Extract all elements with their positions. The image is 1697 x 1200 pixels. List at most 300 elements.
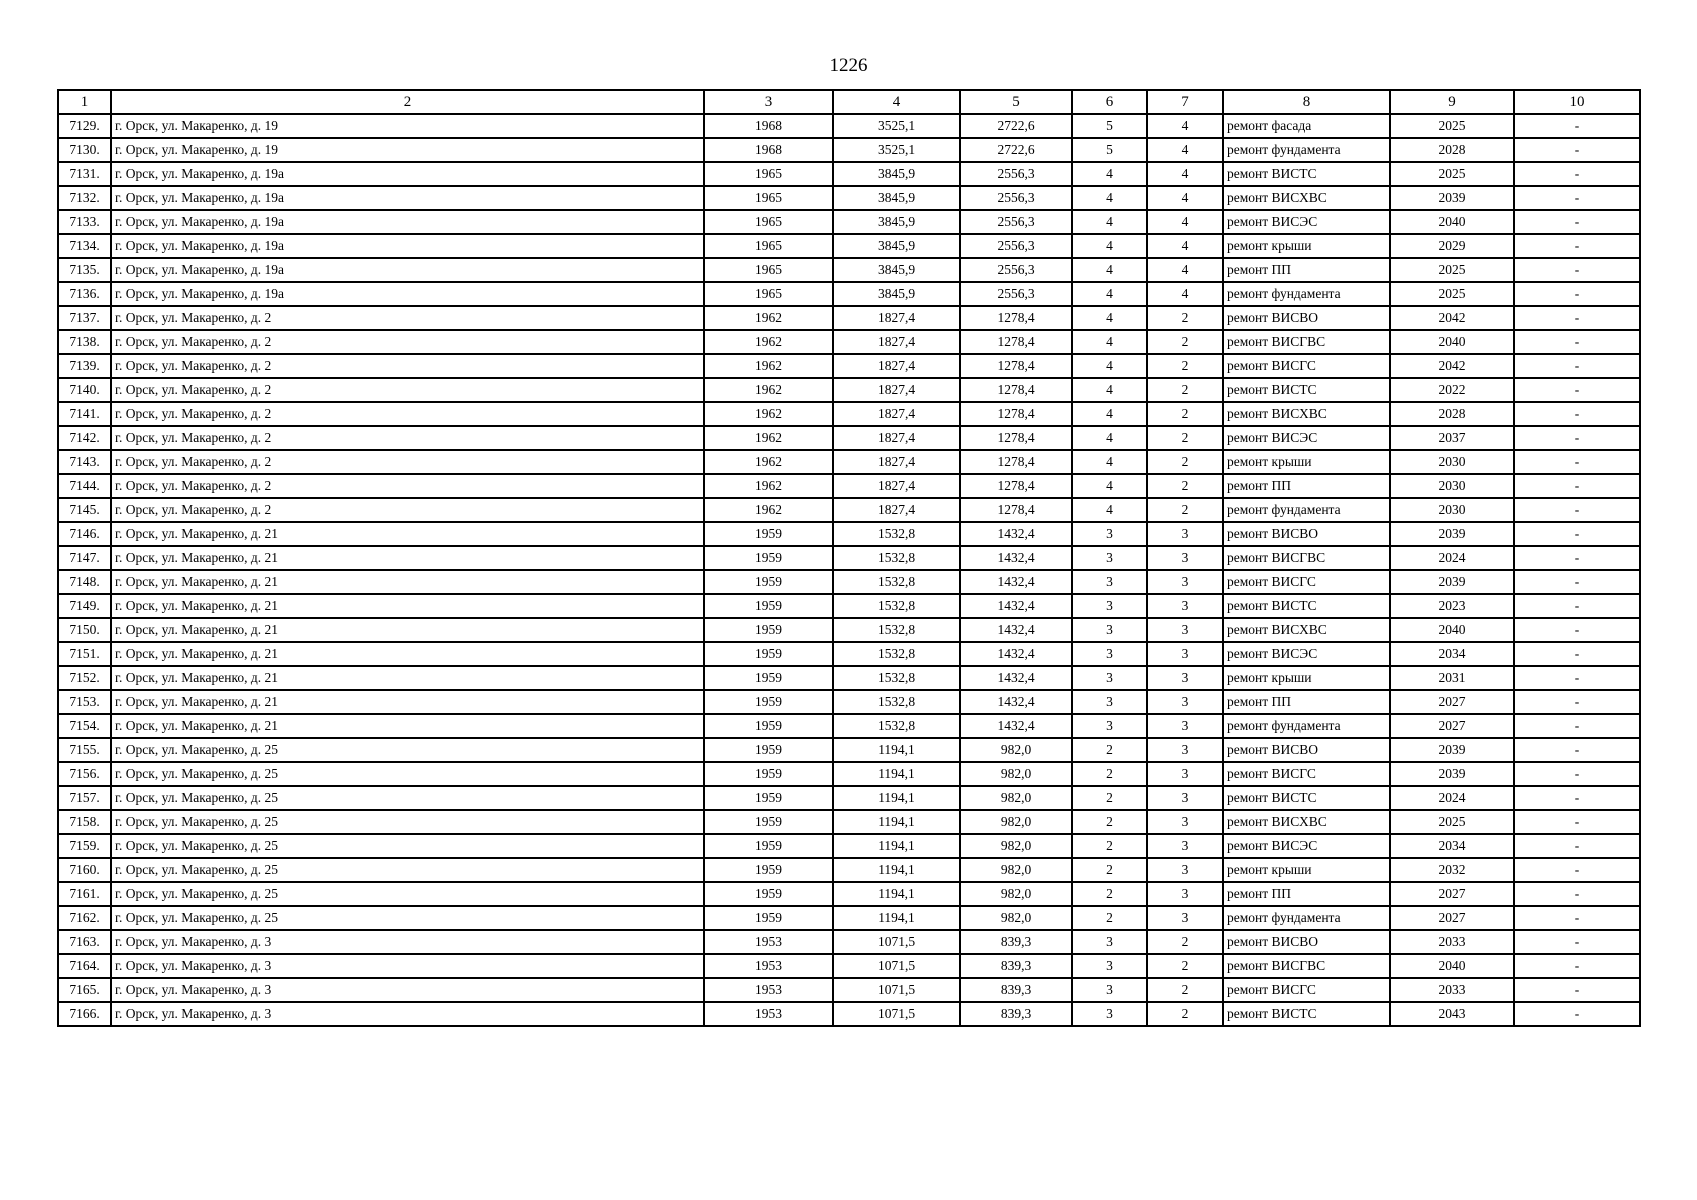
cell-row-number: 7154. [58, 714, 111, 738]
cell-total-area: 3525,1 [833, 114, 960, 138]
cell-living-area: 1278,4 [960, 402, 1072, 426]
cell-build-year: 1959 [704, 762, 833, 786]
cell-row-number: 7164. [58, 954, 111, 978]
cell-planned-year: 2024 [1390, 546, 1514, 570]
cell-living-area: 982,0 [960, 858, 1072, 882]
cell-entrances: 3 [1147, 714, 1223, 738]
cell-address: г. Орск, ул. Макаренко, д. 19 [111, 138, 704, 162]
cell-address: г. Орск, ул. Макаренко, д. 25 [111, 858, 704, 882]
cell-entrances: 2 [1147, 474, 1223, 498]
cell-row-number: 7165. [58, 978, 111, 1002]
cell-address: г. Орск, ул. Макаренко, д. 19 [111, 114, 704, 138]
cell-build-year: 1959 [704, 594, 833, 618]
cell-total-area: 1827,4 [833, 498, 960, 522]
column-header-7: 7 [1147, 90, 1223, 114]
cell-floors: 5 [1072, 138, 1147, 162]
cell-floors: 4 [1072, 306, 1147, 330]
cell-row-number: 7134. [58, 234, 111, 258]
cell-floors: 2 [1072, 786, 1147, 810]
cell-row-number: 7135. [58, 258, 111, 282]
table-row [58, 810, 1640, 834]
cell-total-area: 3845,9 [833, 234, 960, 258]
cell-planned-year: 2030 [1390, 498, 1514, 522]
cell-address: г. Орск, ул. Макаренко, д. 21 [111, 594, 704, 618]
cell-work-type: ремонт крыши [1223, 450, 1390, 474]
cell-planned-year: 2022 [1390, 378, 1514, 402]
cell-work-type: ремонт ВИСЭС [1223, 426, 1390, 450]
cell-row-number: 7132. [58, 186, 111, 210]
cell-work-type: ремонт ВИСГВС [1223, 954, 1390, 978]
table-row [58, 234, 1640, 258]
cell-total-area: 1827,4 [833, 354, 960, 378]
cell-row-number: 7141. [58, 402, 111, 426]
cell-work-type: ремонт ВИСГС [1223, 762, 1390, 786]
cell-total-area: 3845,9 [833, 186, 960, 210]
cell-planned-year: 2031 [1390, 666, 1514, 690]
cell-entrances: 3 [1147, 786, 1223, 810]
table-row [58, 642, 1640, 666]
column-header-1: 1 [58, 90, 111, 114]
cell-entrances: 3 [1147, 834, 1223, 858]
cell-note: - [1514, 234, 1640, 258]
repair-schedule-table [57, 89, 1641, 1027]
table-row [58, 114, 1640, 138]
cell-row-number: 7129. [58, 114, 111, 138]
cell-build-year: 1953 [704, 1002, 833, 1026]
table-row [58, 978, 1640, 1002]
cell-build-year: 1962 [704, 402, 833, 426]
cell-work-type: ремонт ВИСХВС [1223, 618, 1390, 642]
cell-row-number: 7166. [58, 1002, 111, 1026]
table-row [58, 354, 1640, 378]
cell-floors: 3 [1072, 570, 1147, 594]
cell-planned-year: 2027 [1390, 690, 1514, 714]
table-row [58, 186, 1640, 210]
cell-work-type: ремонт ВИСТС [1223, 162, 1390, 186]
cell-total-area: 1194,1 [833, 786, 960, 810]
cell-work-type: ремонт ВИСТС [1223, 1002, 1390, 1026]
table-row [58, 570, 1640, 594]
cell-note: - [1514, 882, 1640, 906]
cell-note: - [1514, 306, 1640, 330]
cell-planned-year: 2039 [1390, 738, 1514, 762]
table-row [58, 858, 1640, 882]
cell-note: - [1514, 570, 1640, 594]
cell-living-area: 982,0 [960, 738, 1072, 762]
cell-row-number: 7146. [58, 522, 111, 546]
cell-planned-year: 2040 [1390, 618, 1514, 642]
cell-build-year: 1965 [704, 258, 833, 282]
cell-total-area: 1827,4 [833, 426, 960, 450]
cell-floors: 3 [1072, 954, 1147, 978]
table-row [58, 738, 1640, 762]
cell-floors: 4 [1072, 210, 1147, 234]
cell-floors: 4 [1072, 402, 1147, 426]
cell-row-number: 7139. [58, 354, 111, 378]
table-row [58, 450, 1640, 474]
cell-note: - [1514, 162, 1640, 186]
table-row [58, 666, 1640, 690]
cell-planned-year: 2040 [1390, 954, 1514, 978]
cell-address: г. Орск, ул. Макаренко, д. 3 [111, 1002, 704, 1026]
cell-living-area: 982,0 [960, 762, 1072, 786]
cell-floors: 4 [1072, 162, 1147, 186]
cell-row-number: 7142. [58, 426, 111, 450]
cell-living-area: 2556,3 [960, 234, 1072, 258]
cell-entrances: 2 [1147, 450, 1223, 474]
cell-entrances: 3 [1147, 642, 1223, 666]
cell-planned-year: 2027 [1390, 714, 1514, 738]
cell-build-year: 1959 [704, 690, 833, 714]
cell-floors: 4 [1072, 498, 1147, 522]
cell-build-year: 1965 [704, 282, 833, 306]
cell-planned-year: 2033 [1390, 978, 1514, 1002]
cell-note: - [1514, 210, 1640, 234]
cell-floors: 2 [1072, 810, 1147, 834]
table-row [58, 426, 1640, 450]
cell-floors: 3 [1072, 714, 1147, 738]
cell-total-area: 1071,5 [833, 930, 960, 954]
cell-work-type: ремонт фундамента [1223, 498, 1390, 522]
column-header-9: 9 [1390, 90, 1514, 114]
cell-entrances: 2 [1147, 426, 1223, 450]
cell-row-number: 7136. [58, 282, 111, 306]
cell-row-number: 7162. [58, 906, 111, 930]
cell-address: г. Орск, ул. Макаренко, д. 3 [111, 930, 704, 954]
cell-entrances: 4 [1147, 282, 1223, 306]
cell-address: г. Орск, ул. Макаренко, д. 2 [111, 498, 704, 522]
cell-planned-year: 2025 [1390, 114, 1514, 138]
cell-floors: 4 [1072, 378, 1147, 402]
cell-planned-year: 2025 [1390, 162, 1514, 186]
column-header-3: 3 [704, 90, 833, 114]
cell-living-area: 1432,4 [960, 666, 1072, 690]
cell-build-year: 1953 [704, 930, 833, 954]
table-row [58, 1002, 1640, 1026]
cell-living-area: 1278,4 [960, 330, 1072, 354]
cell-living-area: 2722,6 [960, 138, 1072, 162]
cell-total-area: 1532,8 [833, 642, 960, 666]
cell-entrances: 2 [1147, 978, 1223, 1002]
cell-note: - [1514, 594, 1640, 618]
cell-note: - [1514, 690, 1640, 714]
cell-entrances: 2 [1147, 330, 1223, 354]
cell-note: - [1514, 426, 1640, 450]
cell-work-type: ремонт фундамента [1223, 138, 1390, 162]
page-number: 1226 [829, 55, 868, 76]
table-row [58, 714, 1640, 738]
table-row [58, 330, 1640, 354]
table-row [58, 474, 1640, 498]
cell-work-type: ремонт ВИСЭС [1223, 834, 1390, 858]
cell-living-area: 1432,4 [960, 570, 1072, 594]
cell-address: г. Орск, ул. Макаренко, д. 19а [111, 186, 704, 210]
cell-work-type: ремонт ВИСХВС [1223, 186, 1390, 210]
table-row [58, 594, 1640, 618]
cell-row-number: 7147. [58, 546, 111, 570]
cell-planned-year: 2034 [1390, 834, 1514, 858]
cell-row-number: 7145. [58, 498, 111, 522]
cell-entrances: 2 [1147, 498, 1223, 522]
cell-floors: 2 [1072, 834, 1147, 858]
cell-total-area: 1194,1 [833, 738, 960, 762]
cell-build-year: 1962 [704, 450, 833, 474]
cell-address: г. Орск, ул. Макаренко, д. 2 [111, 426, 704, 450]
cell-floors: 3 [1072, 930, 1147, 954]
cell-living-area: 982,0 [960, 834, 1072, 858]
cell-address: г. Орск, ул. Макаренко, д. 2 [111, 474, 704, 498]
cell-work-type: ремонт ВИСГС [1223, 354, 1390, 378]
table-header [58, 90, 1640, 114]
cell-build-year: 1959 [704, 858, 833, 882]
cell-work-type: ремонт ВИСГС [1223, 570, 1390, 594]
cell-address: г. Орск, ул. Макаренко, д. 3 [111, 978, 704, 1002]
cell-entrances: 3 [1147, 618, 1223, 642]
cell-floors: 5 [1072, 114, 1147, 138]
cell-floors: 3 [1072, 642, 1147, 666]
cell-address: г. Орск, ул. Макаренко, д. 19а [111, 258, 704, 282]
cell-work-type: ремонт ВИСТС [1223, 594, 1390, 618]
cell-build-year: 1962 [704, 378, 833, 402]
cell-total-area: 1194,1 [833, 858, 960, 882]
cell-work-type: ремонт ВИСТС [1223, 786, 1390, 810]
column-header-10: 10 [1514, 90, 1640, 114]
cell-living-area: 982,0 [960, 786, 1072, 810]
cell-address: г. Орск, ул. Макаренко, д. 2 [111, 402, 704, 426]
cell-address: г. Орск, ул. Макаренко, д. 21 [111, 618, 704, 642]
table-row [58, 282, 1640, 306]
cell-entrances: 3 [1147, 522, 1223, 546]
cell-row-number: 7155. [58, 738, 111, 762]
cell-note: - [1514, 714, 1640, 738]
cell-floors: 2 [1072, 906, 1147, 930]
cell-planned-year: 2033 [1390, 930, 1514, 954]
cell-work-type: ремонт ВИСГС [1223, 978, 1390, 1002]
cell-address: г. Орск, ул. Макаренко, д. 3 [111, 954, 704, 978]
cell-living-area: 1432,4 [960, 642, 1072, 666]
cell-floors: 3 [1072, 690, 1147, 714]
cell-row-number: 7140. [58, 378, 111, 402]
cell-build-year: 1962 [704, 354, 833, 378]
cell-total-area: 3525,1 [833, 138, 960, 162]
cell-total-area: 1071,5 [833, 1002, 960, 1026]
cell-total-area: 1194,1 [833, 762, 960, 786]
cell-row-number: 7137. [58, 306, 111, 330]
table-row [58, 210, 1640, 234]
cell-living-area: 1278,4 [960, 306, 1072, 330]
cell-note: - [1514, 978, 1640, 1002]
cell-work-type: ремонт ВИСТС [1223, 378, 1390, 402]
cell-note: - [1514, 642, 1640, 666]
cell-address: г. Орск, ул. Макаренко, д. 21 [111, 690, 704, 714]
cell-work-type: ремонт ВИСГВС [1223, 330, 1390, 354]
cell-work-type: ремонт ПП [1223, 690, 1390, 714]
cell-note: - [1514, 498, 1640, 522]
cell-work-type: ремонт ПП [1223, 882, 1390, 906]
cell-work-type: ремонт ПП [1223, 258, 1390, 282]
cell-build-year: 1965 [704, 186, 833, 210]
cell-note: - [1514, 450, 1640, 474]
cell-work-type: ремонт фундамента [1223, 714, 1390, 738]
cell-note: - [1514, 114, 1640, 138]
cell-row-number: 7163. [58, 930, 111, 954]
cell-row-number: 7131. [58, 162, 111, 186]
cell-build-year: 1965 [704, 234, 833, 258]
cell-build-year: 1953 [704, 978, 833, 1002]
cell-floors: 3 [1072, 978, 1147, 1002]
cell-note: - [1514, 762, 1640, 786]
cell-floors: 4 [1072, 474, 1147, 498]
cell-row-number: 7152. [58, 666, 111, 690]
cell-work-type: ремонт ВИСЭС [1223, 210, 1390, 234]
table-row [58, 258, 1640, 282]
cell-work-type: ремонт ВИСВО [1223, 306, 1390, 330]
cell-entrances: 2 [1147, 306, 1223, 330]
cell-row-number: 7157. [58, 786, 111, 810]
cell-entrances: 4 [1147, 258, 1223, 282]
table-body [58, 114, 1640, 1026]
cell-entrances: 3 [1147, 906, 1223, 930]
cell-planned-year: 2029 [1390, 234, 1514, 258]
cell-row-number: 7160. [58, 858, 111, 882]
cell-build-year: 1965 [704, 210, 833, 234]
cell-total-area: 1194,1 [833, 810, 960, 834]
cell-work-type: ремонт ВИСХВС [1223, 810, 1390, 834]
cell-living-area: 1432,4 [960, 618, 1072, 642]
cell-build-year: 1962 [704, 498, 833, 522]
cell-total-area: 3845,9 [833, 282, 960, 306]
cell-work-type: ремонт фасада [1223, 114, 1390, 138]
cell-entrances: 2 [1147, 354, 1223, 378]
cell-note: - [1514, 930, 1640, 954]
cell-row-number: 7159. [58, 834, 111, 858]
cell-row-number: 7158. [58, 810, 111, 834]
cell-living-area: 1432,4 [960, 714, 1072, 738]
cell-build-year: 1959 [704, 714, 833, 738]
cell-entrances: 4 [1147, 114, 1223, 138]
cell-build-year: 1962 [704, 474, 833, 498]
cell-note: - [1514, 906, 1640, 930]
cell-build-year: 1962 [704, 306, 833, 330]
cell-total-area: 1194,1 [833, 834, 960, 858]
cell-build-year: 1959 [704, 642, 833, 666]
cell-living-area: 2556,3 [960, 210, 1072, 234]
cell-total-area: 1827,4 [833, 402, 960, 426]
cell-planned-year: 2039 [1390, 570, 1514, 594]
cell-build-year: 1962 [704, 330, 833, 354]
cell-address: г. Орск, ул. Макаренко, д. 19а [111, 162, 704, 186]
cell-living-area: 1278,4 [960, 498, 1072, 522]
cell-planned-year: 2042 [1390, 354, 1514, 378]
cell-entrances: 3 [1147, 546, 1223, 570]
cell-work-type: ремонт ВИСВО [1223, 738, 1390, 762]
cell-address: г. Орск, ул. Макаренко, д. 25 [111, 738, 704, 762]
cell-planned-year: 2032 [1390, 858, 1514, 882]
cell-row-number: 7153. [58, 690, 111, 714]
cell-living-area: 2556,3 [960, 162, 1072, 186]
cell-entrances: 3 [1147, 810, 1223, 834]
cell-work-type: ремонт ВИСВО [1223, 930, 1390, 954]
cell-entrances: 3 [1147, 690, 1223, 714]
cell-floors: 2 [1072, 762, 1147, 786]
cell-entrances: 2 [1147, 402, 1223, 426]
table-row [58, 906, 1640, 930]
cell-build-year: 1959 [704, 546, 833, 570]
cell-living-area: 1278,4 [960, 426, 1072, 450]
table-row [58, 138, 1640, 162]
cell-floors: 3 [1072, 522, 1147, 546]
cell-note: - [1514, 474, 1640, 498]
cell-living-area: 982,0 [960, 906, 1072, 930]
cell-note: - [1514, 258, 1640, 282]
cell-row-number: 7151. [58, 642, 111, 666]
cell-address: г. Орск, ул. Макаренко, д. 25 [111, 834, 704, 858]
cell-address: г. Орск, ул. Макаренко, д. 2 [111, 306, 704, 330]
cell-planned-year: 2039 [1390, 522, 1514, 546]
cell-row-number: 7138. [58, 330, 111, 354]
cell-planned-year: 2027 [1390, 906, 1514, 930]
cell-note: - [1514, 834, 1640, 858]
cell-address: г. Орск, ул. Макаренко, д. 21 [111, 666, 704, 690]
table-row [58, 834, 1640, 858]
cell-planned-year: 2027 [1390, 882, 1514, 906]
cell-address: г. Орск, ул. Макаренко, д. 25 [111, 762, 704, 786]
cell-living-area: 1278,4 [960, 450, 1072, 474]
cell-work-type: ремонт крыши [1223, 858, 1390, 882]
table-row [58, 882, 1640, 906]
cell-planned-year: 2039 [1390, 762, 1514, 786]
cell-address: г. Орск, ул. Макаренко, д. 21 [111, 522, 704, 546]
cell-entrances: 3 [1147, 570, 1223, 594]
cell-total-area: 1071,5 [833, 954, 960, 978]
cell-note: - [1514, 354, 1640, 378]
cell-note: - [1514, 522, 1640, 546]
cell-work-type: ремонт ВИСХВС [1223, 402, 1390, 426]
cell-build-year: 1959 [704, 882, 833, 906]
cell-work-type: ремонт крыши [1223, 234, 1390, 258]
cell-build-year: 1959 [704, 666, 833, 690]
cell-total-area: 1827,4 [833, 330, 960, 354]
table-row [58, 162, 1640, 186]
cell-build-year: 1968 [704, 138, 833, 162]
cell-floors: 3 [1072, 594, 1147, 618]
cell-total-area: 1071,5 [833, 978, 960, 1002]
cell-note: - [1514, 378, 1640, 402]
cell-row-number: 7148. [58, 570, 111, 594]
column-header-4: 4 [833, 90, 960, 114]
cell-build-year: 1959 [704, 570, 833, 594]
cell-note: - [1514, 138, 1640, 162]
cell-floors: 4 [1072, 234, 1147, 258]
cell-build-year: 1953 [704, 954, 833, 978]
column-header-6: 6 [1072, 90, 1147, 114]
cell-living-area: 2556,3 [960, 282, 1072, 306]
cell-living-area: 1278,4 [960, 378, 1072, 402]
cell-floors: 4 [1072, 186, 1147, 210]
cell-floors: 2 [1072, 882, 1147, 906]
table-row [58, 954, 1640, 978]
cell-entrances: 3 [1147, 882, 1223, 906]
cell-entrances: 4 [1147, 138, 1223, 162]
cell-build-year: 1959 [704, 786, 833, 810]
column-header-2: 2 [111, 90, 704, 114]
cell-note: - [1514, 402, 1640, 426]
cell-note: - [1514, 810, 1640, 834]
cell-total-area: 1532,8 [833, 594, 960, 618]
cell-work-type: ремонт ВИСВО [1223, 522, 1390, 546]
cell-total-area: 1194,1 [833, 882, 960, 906]
cell-address: г. Орск, ул. Макаренко, д. 25 [111, 906, 704, 930]
